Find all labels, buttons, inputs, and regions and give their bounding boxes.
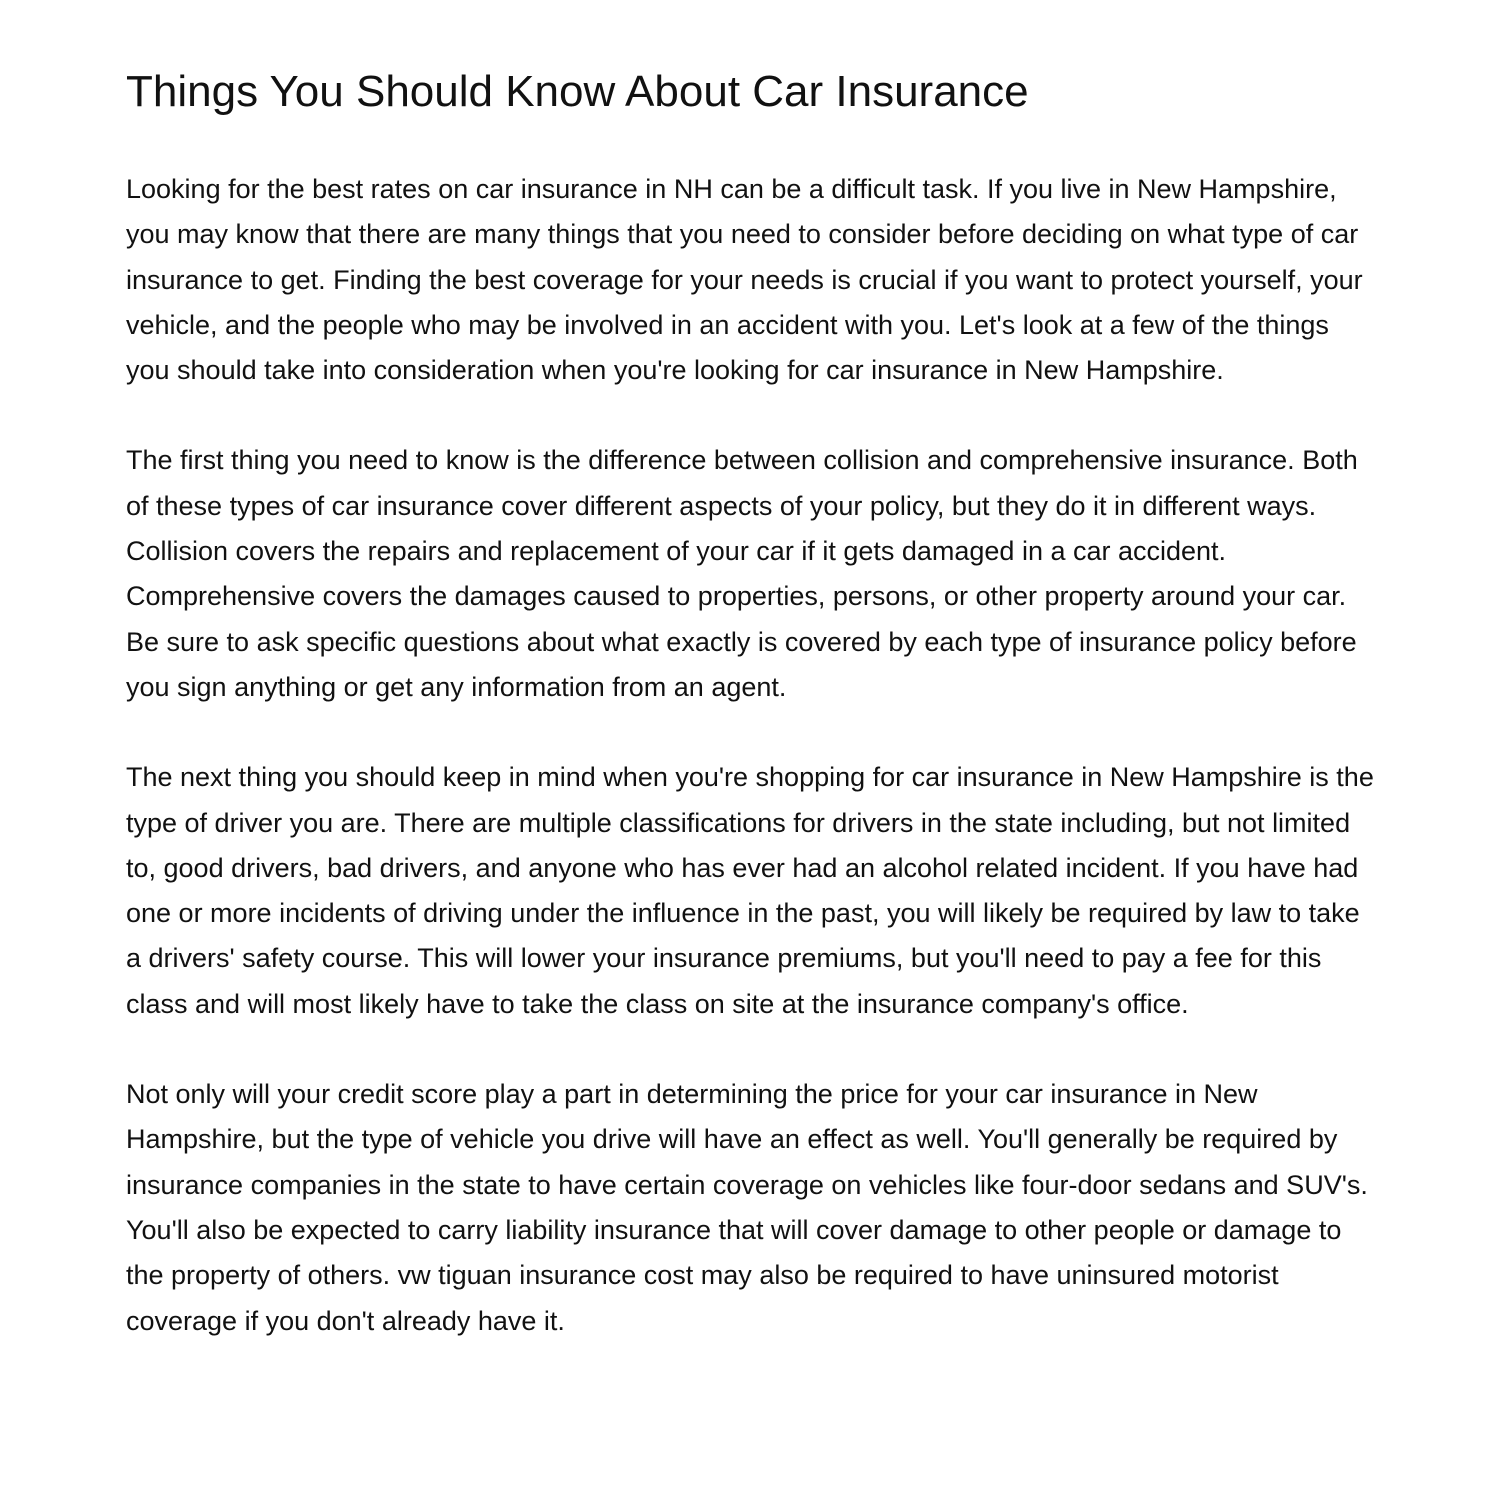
document-page [126, 64, 1376, 1344]
paragraph-driver-type: The next thing you should keep in mind when you're shopping for car insurance in New Hampshire is the type of driver you are. There are multiple classifications for drivers in the state including, but not limited to, good drivers, bad drivers, and anyone who has ever had an alcohol related incident. If you have had one or more incidents of driving under the influence in the past, you will likely be required by law to take a drivers' safety course. This will lower your insurance premiums, but you'll need to pay a fee for this class and will most likely have to take the class on site at the insurance company's office. [126, 762, 1374, 1019]
paragraph-credit-vehicle: Not only will your credit score play a part in determining the price for your car insurance in New Hampshire, but the type of vehicle you drive will have an effect as well. You'll generally be required by insurance companies in the state to have certain coverage on vehicles like four-door sedans and SUV's. You'll also be expected to carry liability insurance that will cover damage to other people or damage to the property of others. vw tiguan insurance cost may also be required to have uninsured motorist coverage if you don't already have it. [126, 1079, 1368, 1336]
paragraph-collision-comprehensive: The first thing you need to know is the difference between collision and comprehensive insurance. Both of these types of car insurance cover different aspects of your policy, but they do it in different ways. Collision covers the repairs and replacement of your car if it gets damaged in a car accident. Comprehensive covers the damages caused to properties, persons, or other property around your car. Be sure to ask specific questions about what exactly is covered by each type of insurance policy before you sign anything or get any information from an agent. [126, 445, 1358, 702]
paragraph-intro: Looking for the best rates on car insurance in NH can be a difficult task. If you live in New Hampshire, you may know that there are many things that you need to consider before deciding on what type of car insurance to get. Finding the best coverage for your needs is crucial if you want to protect yourself, your vehicle, and the people who may be involved in an accident with you. Let's look at a few of the things you should take into consideration when you're looking for car insurance in New Hampshire. [126, 174, 1363, 386]
page-title: Things You Should Know About Car Insurance [126, 67, 1029, 116]
